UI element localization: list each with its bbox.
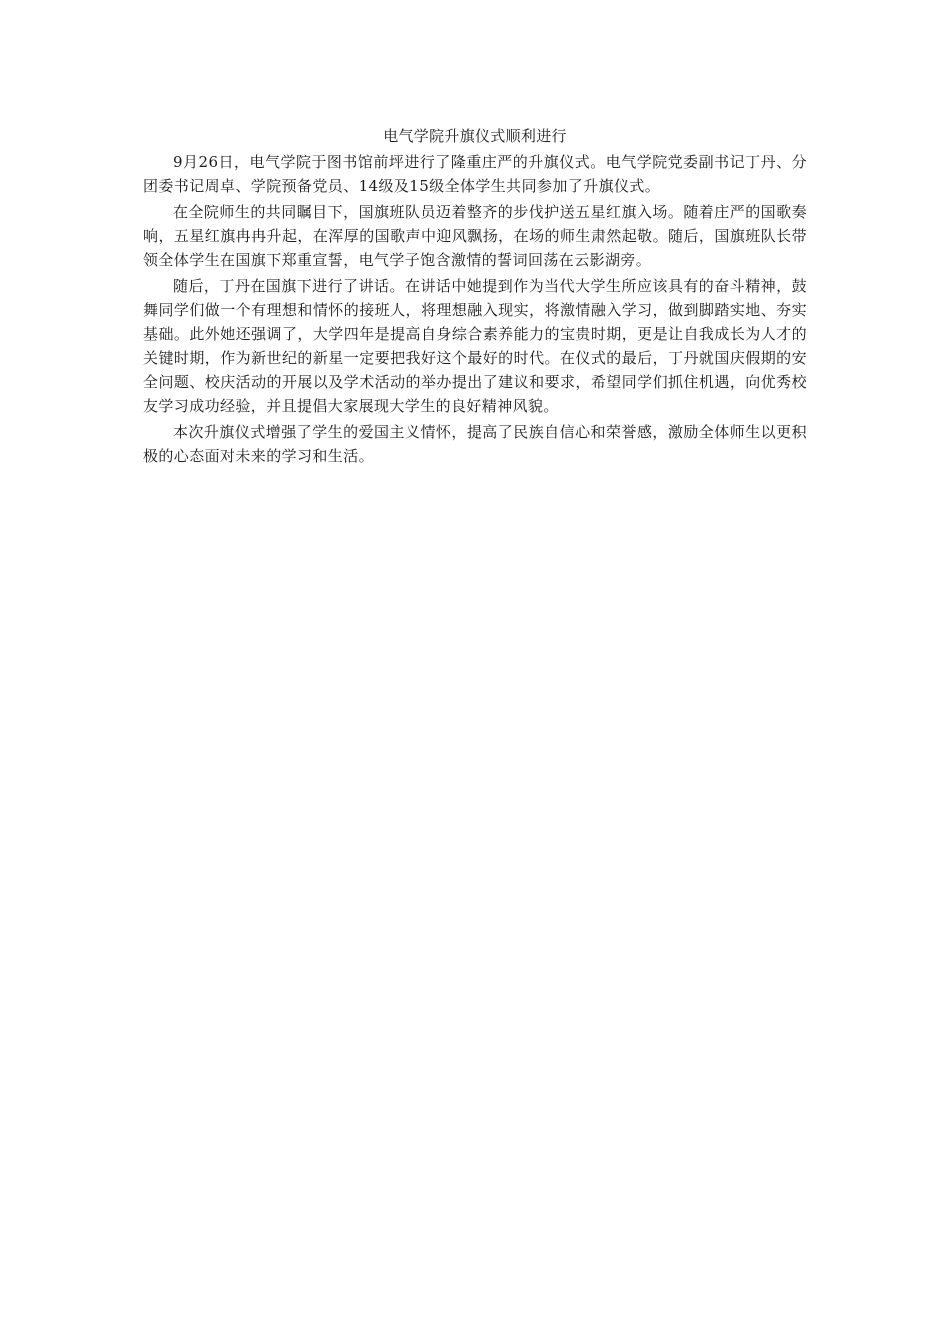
article — [143, 124, 807, 470]
paragraph-2: 在全院师生的共同瞩目下，国旗班队员迈着整齐的步伐护送五星红旗入场。随着庄严的国歌奏响，五星红旗冉冉升起，在浑厚的国歌声中迎风飘扬，在场的师生肃然起敬。随后，国旗班队长带领全体学生在国旗下郑重宣誓，电气学子饱含激情的誓词回荡在云影湖旁。 — [143, 203, 807, 269]
paragraph-3: 随后，丁丹在国旗下进行了讲话。在讲话中她提到作为当代大学生所应该具有的奋斗精神，鼓舞同学们做一个有理想和情怀的接班人，将理想融入现实，将激情融入学习，做到脚踏实地、夯实基础。此外她还强调了，大学四年是提高自身综合素养能力的宝贵时期，更是让自我成长为人才的关键时期，作为新世纪的新星一定要把我好这个最好的时代。在仪式的最后，丁丹就国庆假期的安全问题、校庆活动的开展以及学术活动的举办提出了建议和要求，希望同学们抓住机遇，向优秀校友学习成功经验，并且提倡大家展现大学生的良好精神风貌。 — [143, 277, 807, 415]
article-title: 电气学院升旗仪式顺利进行 — [383, 127, 567, 145]
paragraph-1: 9月26日，电气学院于图书馆前坪进行了隆重庄严的升旗仪式。电气学院党委副书记丁丹、分团委书记周卓、学院预备党员、14级及15级全体学生共同参加了升旗仪式。 — [143, 153, 807, 195]
paragraph-4: 本次升旗仪式增强了学生的爱国主义情怀，提高了民族自信心和荣誉感，激励全体师生以更积极的心态面对未来的学习和生活。 — [143, 423, 807, 465]
